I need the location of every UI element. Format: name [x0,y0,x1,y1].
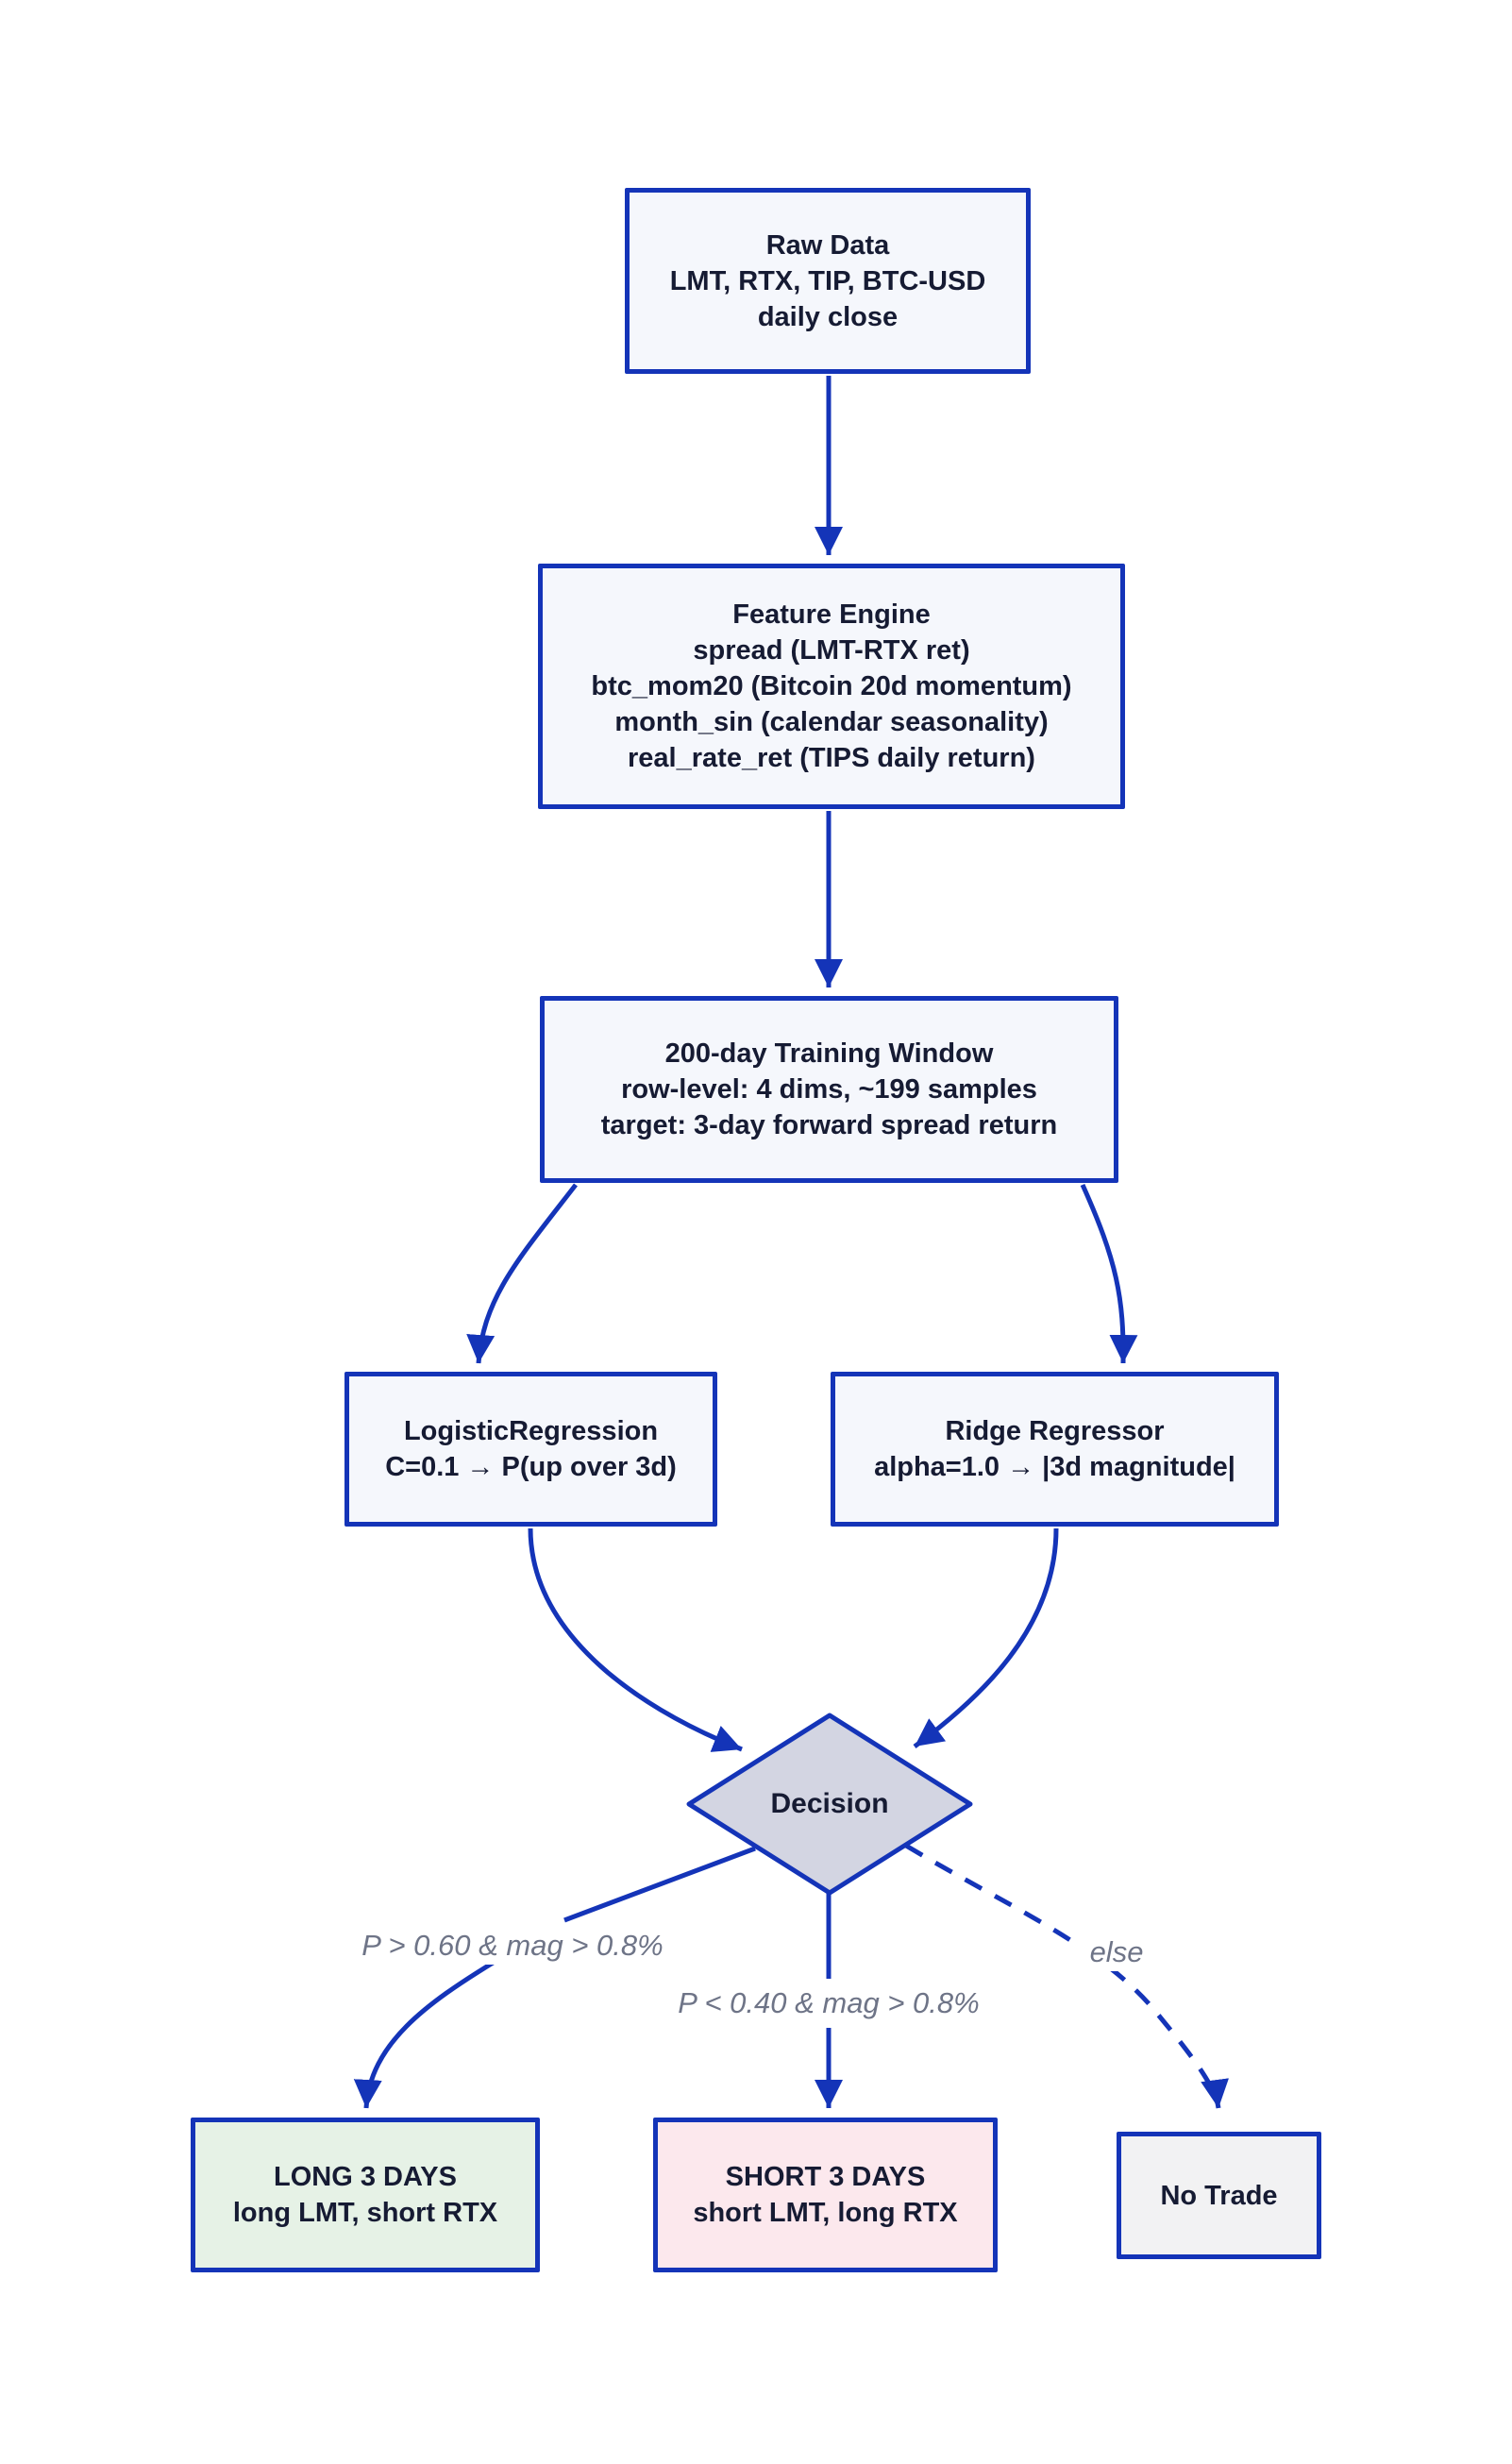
decision-node-label: Decision [770,1788,889,1819]
raw-data-title: Raw Data [765,229,890,261]
node-training-window [540,996,1118,1183]
short-outcome-detail: short LMT, long RTX [693,2198,958,2228]
feature-engine-title: Feature Engine [732,599,931,630]
feature-spread: spread (LMT-RTX ret) [693,635,970,666]
edge-label-else-condition: else [1081,1933,1153,1971]
long-outcome-title: LONG 3 DAYS [274,2162,457,2192]
logistic-params: C=0.1 → P(up over 3d) [385,1452,677,1482]
node-long-outcome [191,2118,540,2272]
edge-decision-long-a [564,1848,755,1920]
ridge-params: alpha=1.0 → |3d magnitude| [874,1452,1235,1482]
node-logistic-regression [344,1372,717,1527]
training-window-title: 200-day Training Window [664,1038,994,1069]
node-raw-data [625,188,1031,374]
node-no-trade [1117,2132,1321,2259]
edge-ridge-decision [915,1528,1056,1747]
node-short-outcome [653,2118,998,2272]
logistic-title: LogisticRegression [403,1416,659,1446]
long-outcome-detail: long LMT, short RTX [232,2198,498,2228]
short-outcome-title: SHORT 3 DAYS [725,2162,926,2192]
edge-decision-notrade [906,1846,1218,2108]
training-window-target: target: 3-day forward spread return [600,1110,1058,1140]
edge-logistic-decision [530,1528,742,1749]
edge-label-long-condition: P > 0.60 & mag > 0.8% [352,1927,672,1965]
raw-data-frequency: daily close [757,301,899,332]
node-feature-engine [538,564,1125,809]
raw-data-tickers: LMT, RTX, TIP, BTC-USD [669,265,986,296]
edge-label-short-condition: P < 0.40 & mag > 0.8% [668,1984,988,2022]
node-ridge-regressor [831,1372,1279,1527]
training-window-dims: row-level: 4 dims, ~199 samples [621,1074,1037,1105]
edge-decision-long-b [366,1962,495,2108]
edge-window-logistic [479,1185,576,1363]
edge-window-ridge [1083,1185,1123,1363]
ridge-title: Ridge Regressor [945,1416,1165,1446]
feature-month-sin: month_sin (calendar seasonality) [614,707,1049,737]
feature-real-rate: real_rate_ret (TIPS daily return) [628,743,1035,773]
feature-btc-mom20: btc_mom20 (Bitcoin 20d momentum) [591,671,1072,701]
no-trade-label: No Trade [1160,2180,1278,2211]
